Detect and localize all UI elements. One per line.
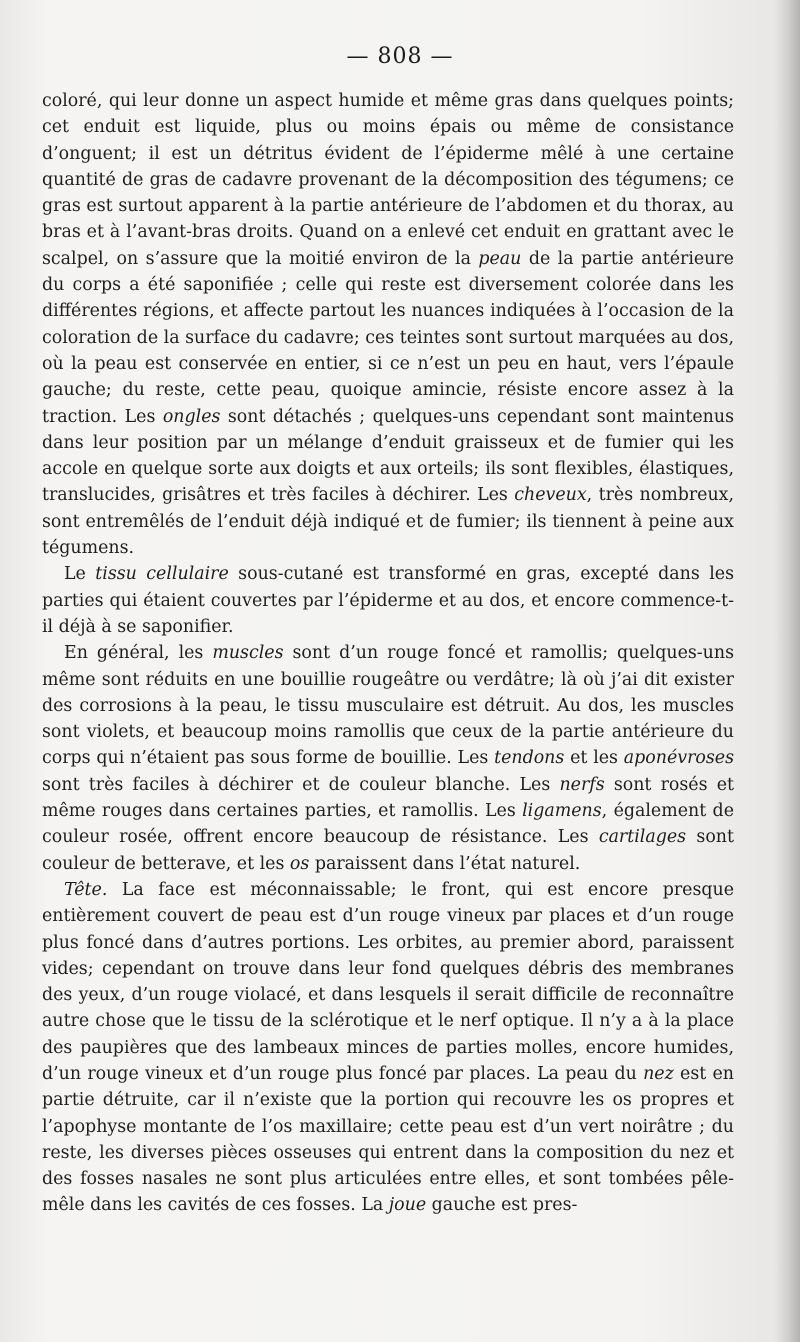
- section-heading-tete: Tête.: [64, 879, 108, 900]
- text-run: gauche est pres-: [426, 1195, 578, 1216]
- text-run: En général, les: [64, 643, 213, 664]
- paragraph-tissu-cellulaire: [42, 561, 734, 640]
- italic-term-tendons: tendons: [494, 748, 565, 769]
- italic-term-ongles: ongles: [162, 406, 221, 427]
- italic-term-cheveux: cheveux: [514, 485, 587, 506]
- paragraph-muscles: [42, 640, 734, 877]
- italic-term-cartilages: cartilages: [598, 827, 687, 848]
- body-text: [42, 88, 734, 1219]
- page-number: — 808 —: [346, 44, 454, 69]
- italic-term-nez: nez: [643, 1063, 674, 1084]
- text-run: sont détachés ; quelques-uns cependant sont maintenus dans leur position par un mélange d’enduit graisseux et de fumier qui les accole en quelque sorte aux doigts et aux orteils; ils sont flexibles, élastiques, translucides, grisâtres et très faciles à déchirer. Les: [42, 406, 735, 506]
- paragraph-tete: [42, 877, 734, 1219]
- paragraph-skin: [42, 88, 734, 561]
- italic-term-tissu-cellulaire: tissu cellulaire: [95, 564, 229, 585]
- text-run: paraissent dans l’état naturel.: [309, 853, 581, 874]
- text-run: coloré, qui leur donne un aspect humide et même gras dans quelques points; cet enduit est liquide, plus ou moins épais ou même de consistance d’onguent; il est un détritus évident de l’épiderme mêlé à une certaine quantité de gras de cadavre provenant de la décomposition des tégumens; ce gras est surtout apparent à la partie antérieure de l’abdomen et du thorax, au bras et à l’avant-bras droits. Quand on a enlevé cet enduit en grattant avec le scalpel, on s’assure que la moitié environ de la: [42, 91, 734, 269]
- text-run: sont très faciles à déchirer et de couleur blanche. Les: [42, 774, 560, 795]
- italic-term-aponevroses: aponévroses: [623, 748, 734, 769]
- text-run: sous-cutané est transformé en gras, excepté dans les parties qui étaient couvertes par l’épiderme et au dos, et encore commence-t-il déjà à se saponifier.: [42, 564, 734, 637]
- text-run: et les: [564, 748, 624, 769]
- italic-term-ligamens: ligamens: [522, 801, 602, 822]
- text-run: , également de couleur rosée, offrent encore beaucoup de résistance. Les: [42, 801, 734, 848]
- italic-term-os: os: [289, 853, 310, 874]
- text-run: , très nombreux, sont entremêlés de l’enduit déjà indiqué et de fumier; ils tiennent à peine aux tégumens.: [42, 485, 734, 559]
- text-run: sont couleur de betterave, et les: [42, 827, 734, 874]
- page-gutter-shadow: [774, 0, 800, 1342]
- text-run: Le: [64, 564, 96, 585]
- italic-term-nerfs: nerfs: [559, 774, 605, 795]
- italic-term-peau: peau: [478, 248, 522, 269]
- text-run: est en partie détruite, car il n’existe que la portion qui recouvre les os propres et l’apophyse montante de l’os maxillaire; cette peau est d’un vert noirâtre ; du reste, les diverses pièces osseuses qui entrent dans la composition du nez et des fosses nasales ne sont plus articulées entre elles, et sont tombées pêle-mêle dans les cavités de ces fosses. La: [42, 1063, 734, 1216]
- text-run: sont rosés et même rouges dans certaines parties, et ramollis. Les: [42, 774, 735, 822]
- text-run: sont d’un rouge foncé et ramollis; quelques-uns même sont réduits en une bouillie rougeâtre ou verdâtre; là où j’ai dit exister des corrosions à la peau, le tissu musculaire est détruit. Au dos, les muscles sont violets, et beaucoup moins ramollis que ceux de la partie antérieure du corps qui n’étaient pas sous forme de bouillie. Les: [42, 643, 734, 769]
- text-run: La face est méconnaissable; le front, qui est encore presque entièrement couvert de peau est d’un rouge vineux par places et d’un rouge plus foncé dans d’autres portions. Les orbites, au premier abord, paraissent vides; cependant on trouve dans leur fond quelques débris des membranes des yeux, d’un rouge violacé, et dans lesquels il serait difficile de reconnaître autre chose que le tissu de la sclérotique et le nerf optique. Il n’y a à la place des paupières que des lambeaux minces de parties molles, encore humides, d’un rouge vineux et d’un rouge plus foncé par places. La peau du: [42, 879, 734, 1084]
- text-run: de la partie antérieure du corps a été saponifiée ; celle qui reste est diversement colorée dans les différentes régions, et affecte partout les nuances indiquées à l’occasion de la coloration de la surface du cadavre; ces teintes sont surtout marquées au dos, où la peau est conservée en entier, si ce n’est un peu en haut, vers l’épaule gauche; du reste, cette peau, quoique amincie, résiste encore assez à la traction. Les: [42, 248, 734, 427]
- italic-term-joue: joue: [388, 1195, 427, 1216]
- italic-term-muscles: muscles: [212, 643, 284, 664]
